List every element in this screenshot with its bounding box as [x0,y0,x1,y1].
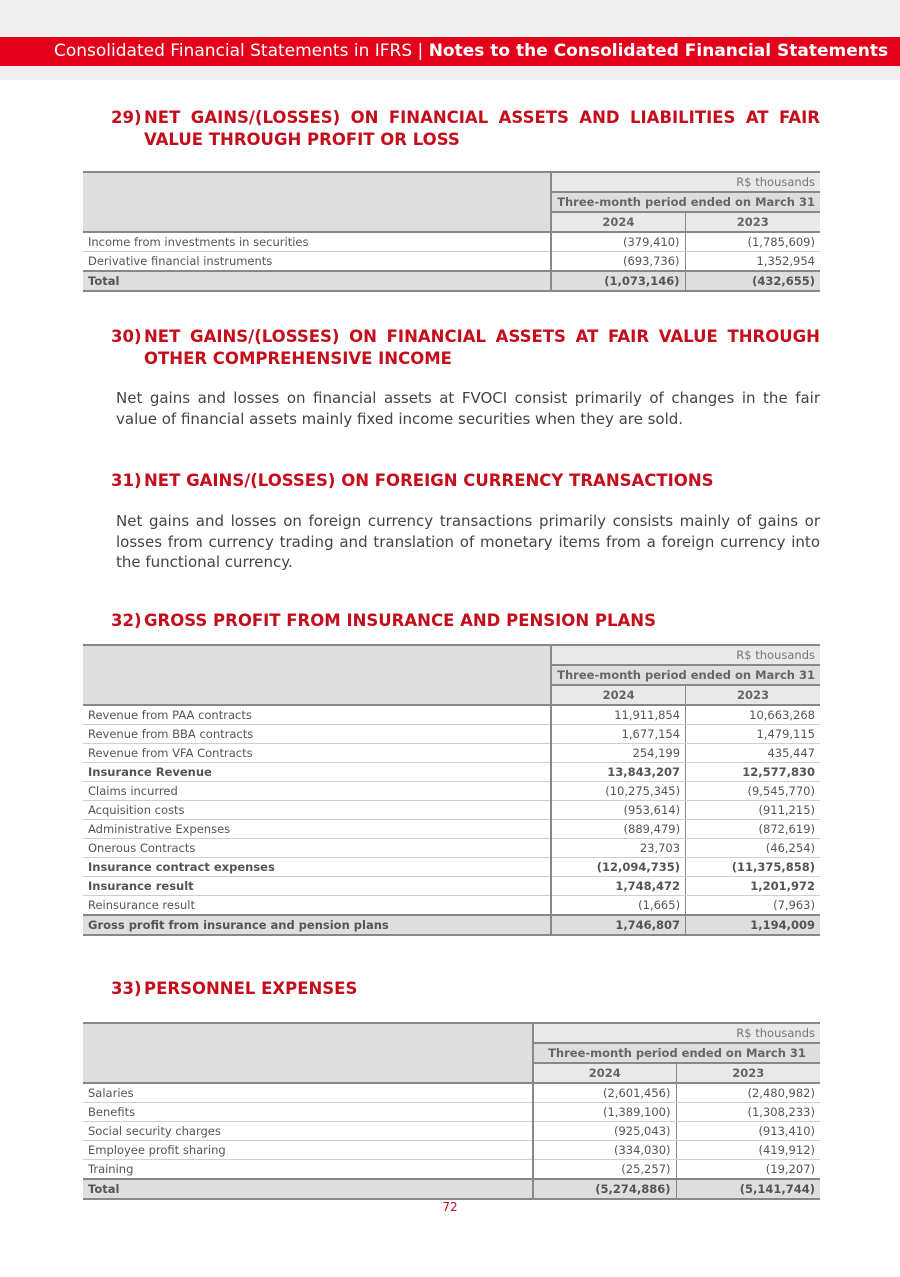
section-32-heading: GROSS PROFIT FROM INSURANCE AND PENSION PLANS [144,611,656,630]
value-2023: 1,479,115 [686,725,820,744]
row-label: Insurance contract expenses [83,858,551,877]
value-2024: (379,410) [551,232,685,252]
top-band [0,0,900,37]
value-2024: (1,389,100) [533,1103,676,1122]
section-30-body: Net gains and losses on financial assets at FVOCI consist primarily of changes in the fair value of financial assets mainly fixed income securities when they are sold. [116,389,820,428]
value-2023: (419,912) [676,1141,820,1160]
header-right-text: Notes to the Consolidated Financial Statements [428,41,889,61]
row-label: Gross profit from insurance and pension plans [83,915,551,935]
table-row [83,801,820,820]
value-2023: (1,785,609) [685,232,820,252]
value-2024: (889,479) [551,820,685,839]
row-label: Insurance Revenue [83,763,551,782]
section-29-heading: NET GAINS/(LOSSES) ON FINANCIAL ASSETS AND LIABILITIES AT FAIR VALUE THROUGH PROFIT OR LOSS [144,108,820,149]
row-label: Employee profit sharing [83,1141,533,1160]
row-label: Administrative Expenses [83,820,551,839]
table-row [83,1103,820,1122]
table-header-blank [83,172,551,232]
value-2024: (10,275,345) [551,782,685,801]
unit-label: R$ thousands [551,172,820,192]
row-label: Total [83,1179,533,1199]
section-30-number: 30) [111,327,142,346]
value-2024: 23,703 [551,839,685,858]
section-33-title [111,978,820,1000]
value-2023: (7,963) [686,896,820,916]
table-row [83,252,820,272]
year-2024-header: 2024 [551,685,685,705]
table-row [83,705,820,725]
table-header-blank [83,645,551,705]
section-33-number: 33) [111,979,142,998]
unit-label: R$ thousands [551,645,820,665]
row-label: Derivative financial instruments [83,252,551,272]
row-label: Revenue from VFA Contracts [83,744,551,763]
value-2024: (5,274,886) [533,1179,676,1199]
value-2024: 13,843,207 [551,763,685,782]
value-2023: (872,619) [686,820,820,839]
value-2023: 1,352,954 [685,252,820,272]
row-label: Social security charges [83,1122,533,1141]
table-row [83,877,820,896]
value-2023: (11,375,858) [686,858,820,877]
row-label: Claims incurred [83,782,551,801]
section-31-title [111,470,820,492]
value-2023: (9,545,770) [686,782,820,801]
value-2023: (2,480,982) [676,1083,820,1103]
value-2024: (334,030) [533,1141,676,1160]
row-label: Training [83,1160,533,1180]
header-banner [0,37,900,66]
value-2024: (953,614) [551,801,685,820]
value-2023: 1,194,009 [686,915,820,935]
table-row [83,763,820,782]
table-row [83,744,820,763]
table-row [83,858,820,877]
table-row [83,232,820,252]
table-row [83,1141,820,1160]
value-2023: (5,141,744) [676,1179,820,1199]
section-30-title [111,326,820,370]
value-2023: (911,215) [686,801,820,820]
value-2024: 254,199 [551,744,685,763]
row-label: Total [83,271,551,291]
year-2023-header: 2023 [676,1063,820,1083]
value-2023: (432,655) [685,271,820,291]
table-32 [83,644,820,936]
period-label: Three-month period ended on March 31 [533,1043,820,1063]
year-2023-header: 2023 [685,212,820,232]
row-label: Insurance result [83,877,551,896]
page-number: 72 [442,1200,458,1214]
row-label: Revenue from BBA contracts [83,725,551,744]
section-32-number: 32) [111,611,142,630]
table-33 [83,1022,820,1200]
table-row [83,839,820,858]
table-row [83,1122,820,1141]
value-2023: (913,410) [676,1122,820,1141]
table-header-blank [83,1023,533,1083]
period-label: Three-month period ended on March 31 [551,192,820,212]
section-33-heading: PERSONNEL EXPENSES [144,979,358,998]
value-2023: 435,447 [686,744,820,763]
year-2024-header: 2024 [533,1063,676,1083]
table-total-row [83,1179,820,1199]
header-left-text: Consolidated Financial Statements in IFRS | [54,41,429,61]
table-row [83,1083,820,1103]
table-row [83,896,820,916]
row-label: Reinsurance result [83,896,551,916]
row-label: Income from investments in securities [83,232,551,252]
value-2024: (925,043) [533,1122,676,1141]
period-label: Three-month period ended on March 31 [551,665,820,685]
year-2024-header: 2024 [551,212,685,232]
table-row [83,820,820,839]
value-2024: 1,746,807 [551,915,685,935]
table-29 [83,171,820,292]
value-2024: (12,094,735) [551,858,685,877]
value-2023: (19,207) [676,1160,820,1180]
value-2024: 1,677,154 [551,725,685,744]
value-2024: (25,257) [533,1160,676,1180]
section-31-heading: NET GAINS/(LOSSES) ON FOREIGN CURRENCY TRANSACTIONS [144,471,714,490]
row-label: Benefits [83,1103,533,1122]
value-2024: (1,665) [551,896,685,916]
section-29-title [111,107,820,151]
row-label: Revenue from PAA contracts [83,705,551,725]
table-row [83,782,820,801]
row-label: Onerous Contracts [83,839,551,858]
value-2023: 10,663,268 [686,705,820,725]
table-total-row [83,271,820,291]
value-2023: (46,254) [686,839,820,858]
row-label: Salaries [83,1083,533,1103]
section-30-heading: NET GAINS/(LOSSES) ON FINANCIAL ASSETS AT FAIR VALUE THROUGH OTHER COMPREHENSIVE INCOME [144,327,820,368]
value-2024: (2,601,456) [533,1083,676,1103]
section-31-body: Net gains and losses on foreign currency transactions primarily consists mainly of gains or losses from currency trading and translation of monetary items from a foreign currency into the functional currency. [116,512,820,571]
value-2023: (1,308,233) [676,1103,820,1122]
section-29-number: 29) [111,108,142,127]
value-2023: 12,577,830 [686,763,820,782]
value-2024: (1,073,146) [551,271,685,291]
value-2024: (693,736) [551,252,685,272]
section-32-title [111,610,820,632]
value-2024: 1,748,472 [551,877,685,896]
year-2023-header: 2023 [686,685,820,705]
value-2023: 1,201,972 [686,877,820,896]
table-row [83,1160,820,1180]
row-label: Acquisition costs [83,801,551,820]
value-2024: 11,911,854 [551,705,685,725]
table-total-row [83,915,820,935]
sub-band [0,66,900,80]
table-row [83,725,820,744]
section-31-number: 31) [111,471,142,490]
unit-label: R$ thousands [533,1023,820,1043]
